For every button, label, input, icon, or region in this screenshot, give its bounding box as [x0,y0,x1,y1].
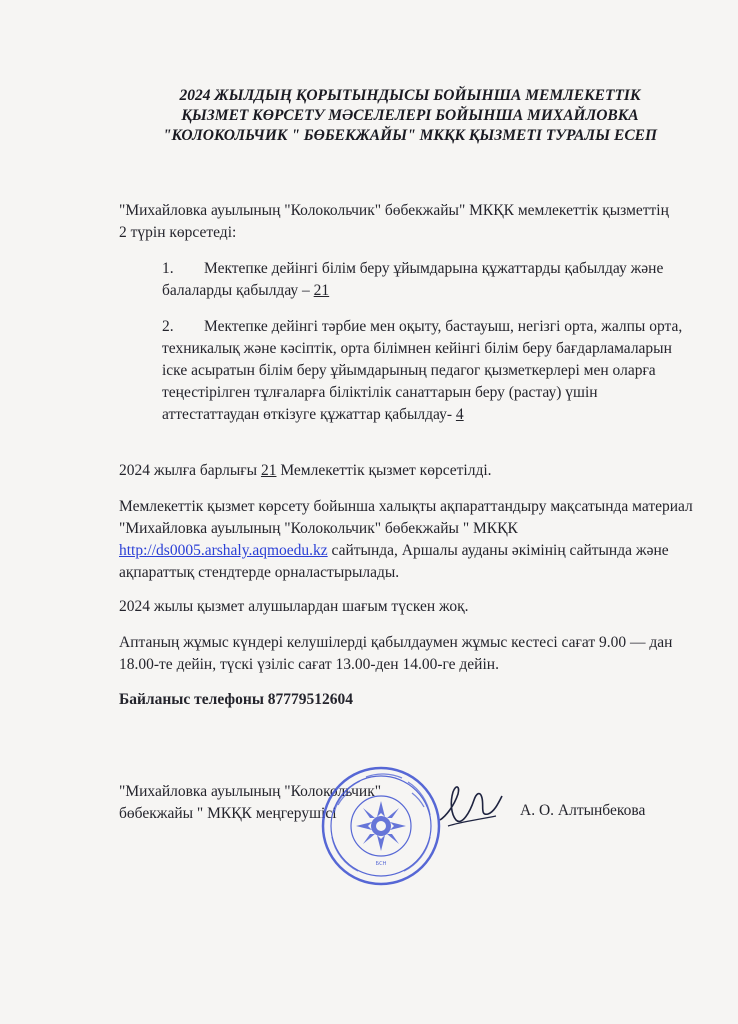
total-text-before: 2024 жылға барлығы [119,462,261,479]
info-paragraph [119,496,699,584]
schedule-paragraph: Аптаның жұмыс күндері келушілерді қабылдаумен жұмыс кестесі сағат 9.00 — дан 18.00-те дейін, түскі үзіліс сағат 13.00-ден 14.00-ге дейін. [119,634,673,673]
total-paragraph [119,460,689,482]
list-item-value: 4 [455,406,464,423]
list-item-number: 2. [162,318,174,335]
list-item [162,258,687,302]
intro-paragraph: "Михайловка ауылының "Колокольчик" бөбекжайы" МКҚК мемлекеттік қызметтің 2 түрін көрсетеді: [119,202,669,241]
title-line-2: ҚЫЗМЕТ КӨРСЕТУ МӘСЕЛЕЛЕРІ БОЙЫНША МИХАЙЛОВКА [181,107,639,124]
document-title [110,86,710,146]
handwritten-signature-icon [436,776,506,836]
total-value: 21 [260,462,277,479]
list-item [162,316,687,426]
total-text-after: Мемлекеттік қызмет көрсетілді. [276,462,492,479]
list-item-text: Мектепке дейінгі тәрбие мен оқыту, бастауыш, негізгі орта, жалпы орта, техникалық және кәсіптік, орта білімнен кейінгі білім беру бағдарламаларын іске асыратын білім беру ұйымдарының педагог қызметкерлері мен оларға теңестірілген тұлғаларға біліктілік санаттарын беру (растау) үшін аттестаттаудан өткізуге құжаттар қабылдау- [162,318,683,423]
list-item-text: Мектепке дейінгі білім беру ұйымдарына құжаттарды қабылдау және балаларды қабылдау – [162,260,664,299]
complaints-paragraph: 2024 жылы қызмет алушылардан шағым түскен жоқ. [119,598,469,615]
title-line-3: "КОЛОКОЛЬЧИК " БӨБЕКЖАЙЫ" МКҚК ҚЫЗМЕТІ ТУРАЛЫ ЕСЕП [162,127,658,144]
list-item-value: 21 [313,282,330,299]
svg-text:БСН: БСН [375,861,387,867]
phone-paragraph: Байланыс телефоны 87779512604 [119,691,354,708]
official-stamp-icon [320,765,442,887]
info-text-before: Мемлекеттік қызмет көрсету бойынша халықты ақпараттандыру мақсатында материал "Михайловка ауылының "Колокольчик" бөбекжайы " МКҚК [119,498,693,537]
title-line-1: 2024 ЖЫЛДЫҢ ҚОРЫТЫНДЫСЫ БОЙЫНША МЕМЛЕКЕТТІК [179,87,641,104]
signature-org-line-1: "Михайловка ауылының "Колокольчик" [119,783,382,800]
signatory-name: А. О. Алтынбекова [520,802,646,819]
signature-org-line-2: бөбекжайы " МКҚК меңгерушісі [119,805,337,822]
website-link[interactable]: http://ds0005.arshaly.aqmoedu.kz [119,542,328,559]
list-item-number: 1. [162,260,174,277]
info-text-after: сайтында, Аршалы ауданы әкімінің сайтында және ақпараттық стендтерде орналастырылады. [119,542,669,581]
